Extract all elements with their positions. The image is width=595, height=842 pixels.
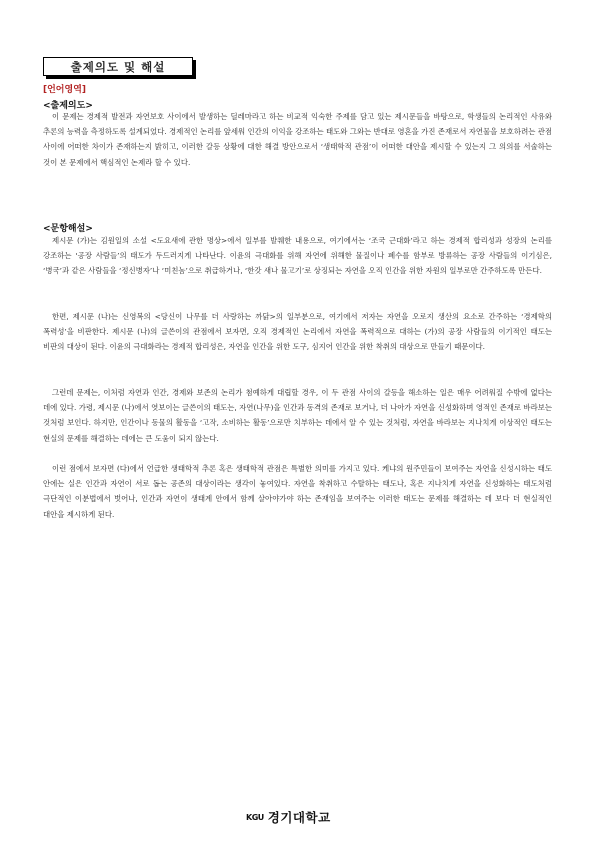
commentary-paragraph-2: 한편, 제시문 (나)는 신영복의 <당신이 나무를 더 사랑하는 까닭>의 일부분으로, 여기에서 저자는 자연을 오로지 생산의 요소로 간주하는 ‘경제학의 폭력성’을 비판한다. 제시문 (나)의 글쓴이의 관점에서 보자면, 오직 경제적인 논리에서 자연을 폭력적으로 대하는 (가)의 공장 사람들의 이기적인 태도는 비판의 대상이 된다. 이윤의 극대화라는 경제적 합리성은, 자연을 인간을 위한 도구, 심지어 인간을 위한 착취의 대상으로 만들기 때문이다. bbox=[43, 312, 552, 352]
commentary-paragraph-4: 이런 점에서 보자면 (다)에서 언급한 생태학적 추론 혹은 생태학적 관점은 특별한 의미를 가지고 있다. 케냐의 원주민들이 보여주는 자연을 신성시하는 태도 안에는 실은 인간과 자연이 서로 돕는 공존의 대상이라는 생각이 놓여있다. 자연을 착취하고 수탈하는 태도나, 혹은 지나치게 자연을 신성화하는 태도처럼 극단적인 이분법에서 벗어나, 인간과 자연이 생태계 안에서 함께 살아야가야 하는 존재임을 보여주는 이러한 태도는 문제를 해결하는 데 보다 더 현실적인 대안을 제시하게 된다. bbox=[43, 464, 552, 519]
section-label: [언어영역] bbox=[43, 85, 87, 95]
university-logo bbox=[246, 808, 331, 826]
commentary-paragraph-3: 그런데 문제는, 이처럼 자연과 인간, 경제와 보존의 논리가 첨예하게 대립할 경우, 이 두 관점 사이의 갈등을 해소하는 일은 매우 어려워질 수밖에 없다는 데에 있다. 가령, 제시문 (나)에서 엿보이는 글쓴이의 태도는, 자연(나무)을 인간과 동격의 존재로 보거나, 더 나아가 자연을 신성화하며 영적인 존재로 바라보는 것처럼 보인다. 하지만, 인간이나 동물의 활동을 ‘고작, 소비하는 활동’으로만 치부하는 데에서 알 수 있는 것처럼, 자연을 바라보는 지나치게 이상적인 태도는 현실의 문제를 해결하는 데에는 큰 도움이 되지 않는다. bbox=[43, 388, 552, 443]
document-title-text: 출제의도 및 해설 bbox=[70, 59, 166, 74]
intent-heading: <출제의도> bbox=[43, 101, 93, 111]
university-name: 경기대학교 bbox=[267, 810, 331, 825]
commentary-paragraph-1: 제시문 (가)는 김원일의 소설 <도요새에 관한 명상>에서 일부를 발췌한 내용으로, 여기에서는 ‘조국 근대화’라고 하는 경제적 합리성과 성장의 논리를 강조하는 ‘공장 사람들’의 태도가 두드러지게 나타난다. 이윤의 극대화를 위해 자연에 위해한 물질이나 폐수를 함부로 방류하는 공장 사람들의 이기심은, ‘병국’과 같은 사람들을 ‘정신병자’나 ‘미친놈’으로 취급하거나, ‘한갓 새나 물고기’로 상징되는 자연을 오직 인간을 위한 자원의 일부로만 간주하도록 만든다. bbox=[43, 236, 552, 276]
document-title bbox=[43, 57, 193, 76]
commentary-heading: <문항해설> bbox=[43, 224, 93, 234]
intent-paragraph: 이 문제는 경제적 발전과 자연보호 사이에서 발생하는 딜레마라고 하는 비교적 익숙한 주제를 담고 있는 제시문들을 바탕으로, 학생들의 논리적인 사유와 추론의 능력을 측정하도록 설계되었다. 경제적인 논리를 앞세워 인간의 이익을 강조하는 태도와 그와는 반대로 영혼을 가진 존재로서 자연물을 보호하려는 관점 사이에 어떠한 차이가 존재하는지 밝히고, 이러한 갈등 상황에 대한 해결 방안으로서 ‘생태학적 관점’이 어떠한 대안을 제시할 수 있는지 그 의의를 서술하는 것이 본 문제에서 핵심적인 논제라 할 수 있다. bbox=[43, 112, 552, 167]
kgu-logo-mark: KGU bbox=[246, 812, 264, 822]
